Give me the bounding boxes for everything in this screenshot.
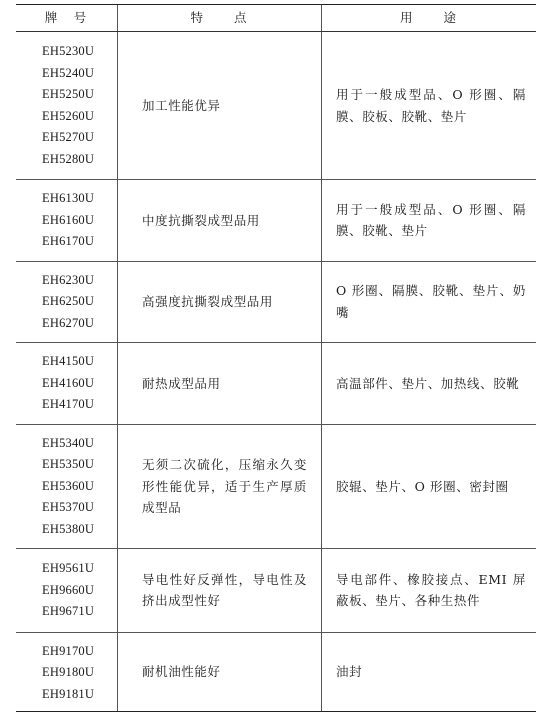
brand-cell — [16, 633, 118, 712]
feature-cell — [118, 180, 322, 261]
brand-list — [42, 351, 94, 416]
feature-cell — [118, 549, 322, 632]
table-row — [16, 549, 536, 633]
usage-text: 胶辊、垫片、O 形圈、密封圈 — [336, 478, 509, 494]
brand-code: EH5250U — [42, 87, 95, 101]
brand-list — [42, 558, 94, 623]
product-table — [16, 4, 536, 712]
header-usage: 用 途 — [399, 10, 458, 26]
brand-list — [42, 188, 94, 253]
brand-code: EH6270U — [42, 315, 95, 330]
feature-cell — [118, 425, 322, 549]
usage-cell — [322, 180, 536, 261]
brand-cell — [16, 343, 118, 424]
feature-cell — [118, 343, 322, 424]
feature-text: 导电性好反弹性，导电性及挤出成型性好 — [142, 571, 307, 609]
brand-code: EH9671U — [42, 604, 95, 618]
brand-cell — [16, 549, 118, 632]
brand-code: EH5270U — [42, 130, 95, 144]
brand-code: EH9561U — [42, 561, 95, 575]
brand-code: EH5260U — [42, 108, 95, 123]
brand-cell — [16, 180, 118, 261]
brand-code: EH6130U — [42, 191, 95, 205]
usage-cell — [322, 425, 536, 549]
feature-cell — [118, 32, 322, 179]
brand-code: EH5280U — [42, 151, 95, 166]
brand-list — [42, 433, 94, 541]
brand-code: EH5360U — [42, 478, 95, 493]
brand-cell — [16, 425, 118, 549]
brand-code: EH4170U — [42, 397, 95, 411]
table-row — [16, 180, 536, 262]
brand-code: EH6170U — [42, 234, 95, 248]
feature-text: 加工性能优异 — [142, 97, 221, 113]
feature-text: 耐机油性能好 — [142, 664, 221, 679]
brand-code: EH5240U — [42, 65, 95, 80]
usage-text: O 形圈、隔膜、胶靴、垫片、奶嘴 — [336, 283, 526, 320]
usage-text: 用于一般成型品、O 形圈、隔膜、胶靴、垫片 — [336, 201, 526, 239]
table-body — [16, 32, 536, 711]
brand-code: EH9181U — [42, 686, 95, 701]
brand-list — [42, 641, 94, 706]
feature-text: 高强度抗撕裂成型品用 — [142, 294, 274, 309]
brand-code: EH4150U — [42, 354, 95, 368]
header-brand: 牌 号 — [16, 5, 118, 31]
brand-code: EH9170U — [42, 643, 95, 658]
usage-text: 高温部件、垫片、加热线、胶靴 — [336, 375, 520, 391]
usage-cell — [322, 633, 536, 712]
table-row — [16, 32, 536, 180]
feature-text: 中度抗撕裂成型品用 — [142, 212, 260, 228]
usage-text: 油封 — [336, 664, 363, 679]
usage-cell — [322, 343, 536, 424]
usage-cell — [322, 262, 536, 343]
usage-text: 导电部件、橡胶接点、EMI 屏蔽板、垫片、各种生热件 — [336, 571, 526, 609]
brand-code: EH5370U — [42, 500, 95, 514]
brand-code: EH5350U — [42, 457, 95, 471]
feature-text: 无须二次硫化，压缩永久变形性能优异，适于生产厚质成型品 — [142, 457, 307, 515]
table-row — [16, 343, 536, 425]
usage-text: 用于一般成型品、O 形圈、隔膜、胶板、胶靴、垫片 — [336, 87, 526, 124]
usage-cell — [322, 32, 536, 179]
feature-cell — [118, 262, 322, 343]
feature-cell — [118, 633, 322, 712]
brand-cell — [16, 32, 118, 179]
table-row — [16, 633, 536, 712]
header-feature: 特 点 — [118, 5, 322, 31]
brand-list — [42, 270, 94, 335]
brand-code: EH5230U — [42, 44, 95, 58]
brand-code: EH5340U — [42, 435, 95, 450]
brand-cell — [16, 262, 118, 343]
table-header-row — [16, 5, 536, 32]
brand-code: EH6250U — [42, 294, 95, 308]
brand-code: EH4160U — [42, 375, 95, 390]
brand-code: EH9660U — [42, 582, 95, 597]
brand-code: EH6230U — [42, 272, 95, 287]
brand-code: EH9180U — [42, 665, 95, 679]
brand-code: EH6160U — [42, 212, 95, 227]
table-row — [16, 425, 536, 550]
feature-text: 耐热成型品用 — [142, 375, 221, 391]
brand-list — [42, 41, 94, 170]
usage-cell — [322, 549, 536, 632]
brand-code: EH5380U — [42, 521, 95, 536]
table-row — [16, 262, 536, 344]
